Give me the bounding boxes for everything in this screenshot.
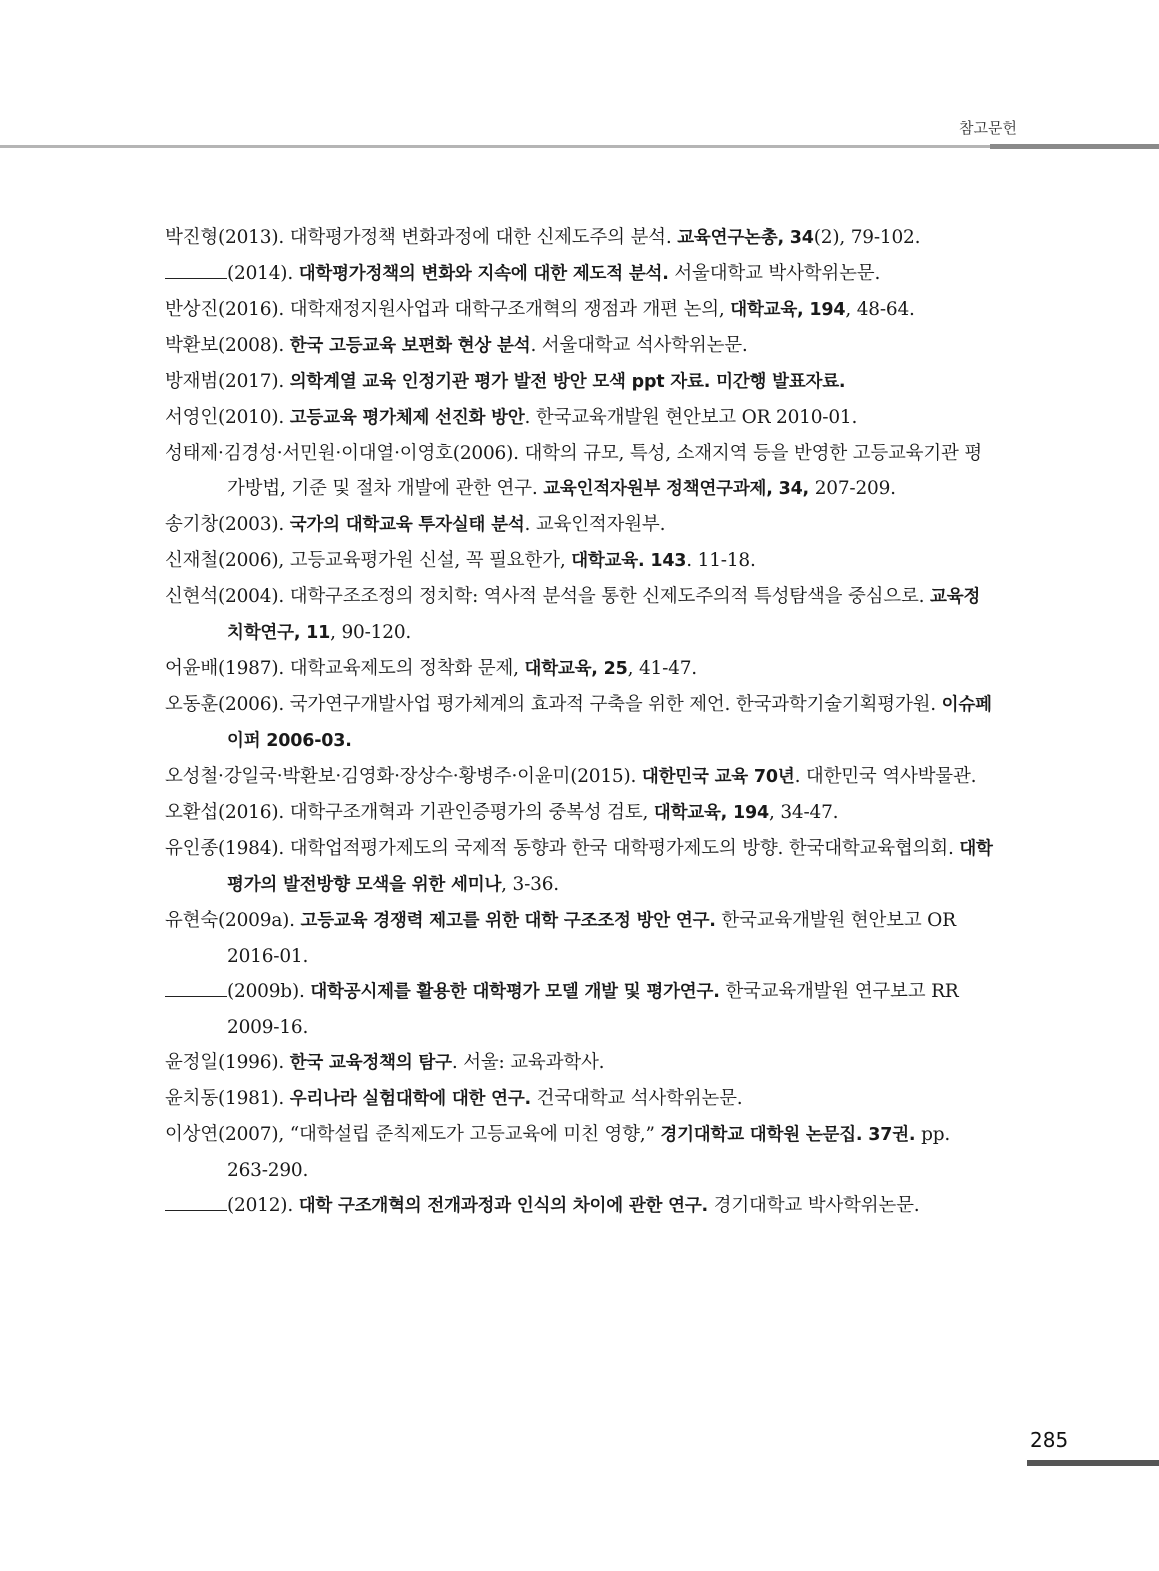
reference-text: 대학의 규모, 특성, 소재지역 등을 반영한 고등교육기관 평가방법, 기준 및 절차 개발에 관한 연구. [227, 443, 983, 499]
reference-year: (2016). [218, 299, 290, 320]
reference-author: 이상연 [165, 1124, 219, 1145]
reference-author: 방재범 [165, 371, 219, 392]
reference-entry [165, 831, 995, 903]
reference-details: 한국교육개발원 연구보고 RR 2009-16. [227, 981, 959, 1038]
reference-details: 건국대학교 석사학위논문. [531, 1088, 743, 1109]
reference-year: (2009a). [218, 910, 301, 931]
reference-author: 윤정일 [165, 1052, 219, 1073]
reference-details: . 서울대학교 석사학위논문. [530, 335, 748, 356]
reference-source-title: 의학계열 교육 인정기관 평가 발전 방안 모색 ppt 자료. 미간행 발표자료. [289, 372, 846, 392]
reference-source-title: 대학교육, 194 [730, 300, 846, 320]
reference-entry [165, 507, 995, 543]
reference-entry [165, 687, 995, 759]
reference-year: (2014). [227, 263, 299, 284]
reference-details: 한국교육개발원 현안보고 OR 2016-01. [227, 910, 956, 967]
reference-details: . 교육인적자원부. [524, 514, 666, 535]
reference-source-title: 교육연구논총, 34 [677, 228, 814, 248]
reference-year: (2004). [218, 586, 290, 607]
reference-source-title: 한국 교육정책의 탐구 [289, 1053, 452, 1073]
reference-entry [165, 400, 995, 436]
reference-source-title: 고등교육 경쟁력 제고를 위한 대학 구조조정 방안 연구. [300, 911, 716, 931]
reference-year: (2009b). [227, 981, 311, 1002]
reference-details: . 11-18. [686, 550, 756, 571]
reference-author: 반상진 [165, 299, 219, 320]
reference-author: 박진형 [165, 227, 219, 248]
reference-year: (1984). [218, 838, 290, 859]
reference-text: 국가연구개발사업 평가체계의 효과적 구축을 위한 제언. 한국과학기술기획평가원. [289, 694, 942, 715]
reference-details: , 48-64. [845, 299, 915, 320]
reference-author: 성태제·김경성·서민원·이대열·이영호 [165, 443, 453, 464]
reference-entry [165, 1117, 995, 1188]
reference-year: (1981). [218, 1088, 290, 1109]
reference-source-title: 우리나라 실험대학에 대한 연구. [289, 1089, 531, 1109]
reference-author: 오환섭 [165, 802, 219, 823]
reference-year: (1996). [218, 1052, 290, 1073]
reference-text: 대학업적평가제도의 국제적 동향과 한국 대학평가제도의 방향. 한국대학교육협의회. [289, 838, 960, 859]
reference-details: 경기대학교 박사학위논문. [708, 1195, 920, 1216]
page-number: 285 [1030, 1428, 1069, 1452]
reference-entry [165, 1081, 995, 1117]
reference-author: 유인종 [165, 838, 219, 859]
reference-author: 송기창 [165, 514, 219, 535]
reference-text: 대학교육제도의 정착화 문제, [289, 658, 525, 679]
reference-entry [165, 1045, 995, 1081]
reference-source-title: 대학교육, 194 [653, 803, 769, 823]
reference-source-title: 교육인적자원부 정책연구과제, 34, [543, 479, 810, 499]
reference-source-title: 대학평가의 발전방향 모색을 위한 세미나 [227, 839, 993, 895]
reference-entry [165, 759, 995, 795]
reference-year: (2012). [227, 1195, 299, 1216]
reference-entry [165, 364, 995, 400]
reference-year: (2015). [570, 766, 642, 787]
reference-entry [165, 292, 995, 328]
reference-details: pp. 263-290. [227, 1124, 951, 1181]
reference-entry [165, 651, 995, 687]
reference-year: (2007), [218, 1124, 290, 1145]
reference-details: , 3-36. [501, 874, 559, 895]
reference-text: 대학평가정책 변화과정에 대한 신제도주의 분석. [289, 227, 678, 248]
reference-list [165, 220, 995, 1224]
same-author-dash [165, 982, 227, 997]
reference-source-title: 대학 구조개혁의 전개과정과 인식의 차이에 관한 연구. [298, 1196, 708, 1216]
reference-source-title: 대한민국 교육 70년 [641, 767, 795, 787]
reference-year: (2017). [218, 371, 290, 392]
reference-author: 어윤배 [165, 658, 219, 679]
reference-source-title: 대학평가정책의 변화와 지속에 대한 제도적 분석. [298, 264, 669, 284]
reference-source-title: 국가의 대학교육 투자실태 분석 [289, 515, 525, 535]
reference-entry [165, 1188, 995, 1224]
reference-source-title: 대학공시제를 활용한 대학평가 모델 개발 및 평가연구. [310, 982, 720, 1002]
reference-entry [165, 328, 995, 364]
reference-entry [165, 220, 995, 256]
reference-entry [165, 579, 995, 651]
reference-text: 대학구조개혁과 기관인증평가의 중복성 검토, [289, 802, 654, 823]
reference-year: (2010). [218, 407, 290, 428]
reference-source-title: 이슈페이퍼 2006-03. [227, 695, 992, 751]
reference-details: 207-209. [809, 478, 896, 499]
reference-author: 오성철·강일국·박환보·김영화·장상수·황병주·이윤미 [165, 766, 571, 787]
reference-author: 윤치동 [165, 1088, 219, 1109]
reference-source-title: 교육정치학연구, 11 [227, 587, 981, 643]
same-author-dash [165, 1196, 227, 1211]
reference-details: , 34-47. [768, 802, 839, 823]
reference-entry [165, 543, 995, 579]
header-divider-accent [990, 144, 1159, 149]
reference-author: 서영인 [165, 407, 219, 428]
reference-source-title: 한국 고등교육 보편화 현상 분석 [289, 336, 531, 356]
reference-source-title: 고등교육 평가체제 선진화 방안 [289, 408, 525, 428]
reference-year: (2013). [218, 227, 290, 248]
reference-details: . 한국교육개발원 현안보고 OR 2010-01. [524, 407, 858, 428]
reference-year: (2006). [452, 443, 525, 464]
reference-details: . 대한민국 역사박물관. [794, 766, 977, 787]
reference-year: (2003). [218, 514, 290, 535]
reference-source-title: 경기대학교 대학원 논문집. 37권. [660, 1125, 916, 1145]
reference-details: . 서울: 교육과학사. [451, 1052, 605, 1073]
same-author-dash [165, 264, 227, 279]
reference-details: , 41-47. [627, 658, 697, 679]
reference-text: 대학구조조정의 정치학: 역사적 분석을 통한 신제도주의적 특성탐색을 중심으로. [289, 586, 931, 607]
reference-text: 대학재정지원사업과 대학구조개혁의 쟁점과 개편 논의, [289, 299, 731, 320]
reference-author: 박환보 [165, 335, 219, 356]
section-title: 참고문헌 [959, 119, 1017, 137]
reference-entry [165, 974, 995, 1045]
reference-author: 신재철 [165, 550, 219, 571]
reference-details: , 90-120. [330, 622, 412, 643]
reference-details: 서울대학교 박사학위논문. [668, 263, 881, 284]
header-divider [0, 145, 1159, 148]
reference-year: (2006). [218, 694, 290, 715]
reference-entry [165, 256, 995, 292]
reference-details: (2), 79-102. [813, 227, 921, 248]
footer-divider [1027, 1460, 1159, 1466]
reference-year: (2006), [218, 550, 290, 571]
reference-source-title: 대학교육, 25 [524, 659, 628, 679]
reference-year: (2008). [218, 335, 290, 356]
reference-text: “대학설립 준칙제도가 고등교육에 미친 영향,” [289, 1124, 661, 1145]
reference-year: (2016). [218, 802, 290, 823]
reference-entry [165, 903, 995, 974]
reference-entry [165, 436, 995, 507]
reference-text: 고등교육평가원 신설, 꼭 필요한가, [289, 550, 572, 571]
reference-year: (1987). [218, 658, 290, 679]
reference-author: 유현숙 [165, 910, 219, 931]
reference-author: 신현석 [165, 586, 219, 607]
reference-author: 오동훈 [165, 694, 219, 715]
reference-entry [165, 795, 995, 831]
reference-source-title: 대학교육. 143 [571, 551, 687, 571]
